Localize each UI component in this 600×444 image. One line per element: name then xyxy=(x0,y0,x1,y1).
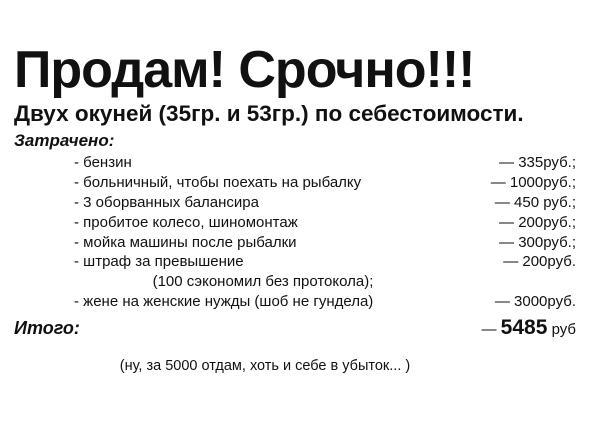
spent-section-label: Затрачено: xyxy=(14,130,115,150)
item-label: - 3 оборванных балансира xyxy=(74,193,259,211)
item-label: - штраф за превышение xyxy=(74,253,244,271)
item-price: — 200руб.; xyxy=(499,213,576,231)
protocol-note: (100 сэкономил без протокола); xyxy=(152,273,374,291)
list-item xyxy=(14,173,582,193)
total-value: 5485 xyxy=(500,316,548,340)
total-dash: — xyxy=(481,321,497,339)
expense-list xyxy=(14,153,582,273)
item-label: - мойка машины после рыбалки xyxy=(74,233,297,251)
list-item xyxy=(14,213,582,233)
item-label: - жене на женские нужды (шоб не гундела) xyxy=(74,293,374,311)
subtitle: Двух окуней (35гр. и 53гр.) по себестоимости. xyxy=(14,101,524,126)
total-currency: руб xyxy=(551,321,576,339)
total-label: Итого: xyxy=(14,318,80,339)
total-row xyxy=(14,316,582,340)
item-label: - пробитое колесо, шиномонтаж xyxy=(74,213,298,231)
list-item xyxy=(14,233,582,253)
item-price: — 450 руб.; xyxy=(494,193,576,211)
item-price: — 335руб.; xyxy=(499,153,576,171)
footer-note: (ну, за 5000 отдам, хоть и себе в убыток... ) xyxy=(119,358,411,375)
list-item xyxy=(14,153,582,173)
list-item xyxy=(14,252,582,272)
list-item-last xyxy=(14,292,582,312)
page-title: Продам! Срочно!!! xyxy=(14,41,475,99)
list-item xyxy=(14,193,582,213)
item-label: - бензин xyxy=(74,153,132,171)
item-price: — 300руб.; xyxy=(499,233,576,251)
item-price: — 200руб. xyxy=(503,253,576,271)
total-amount xyxy=(482,316,583,340)
item-price: — 1000руб.; xyxy=(490,173,576,191)
item-price: — 3000руб. xyxy=(494,293,576,311)
item-label: - больничный, чтобы поехать на рыбалку xyxy=(74,173,362,191)
